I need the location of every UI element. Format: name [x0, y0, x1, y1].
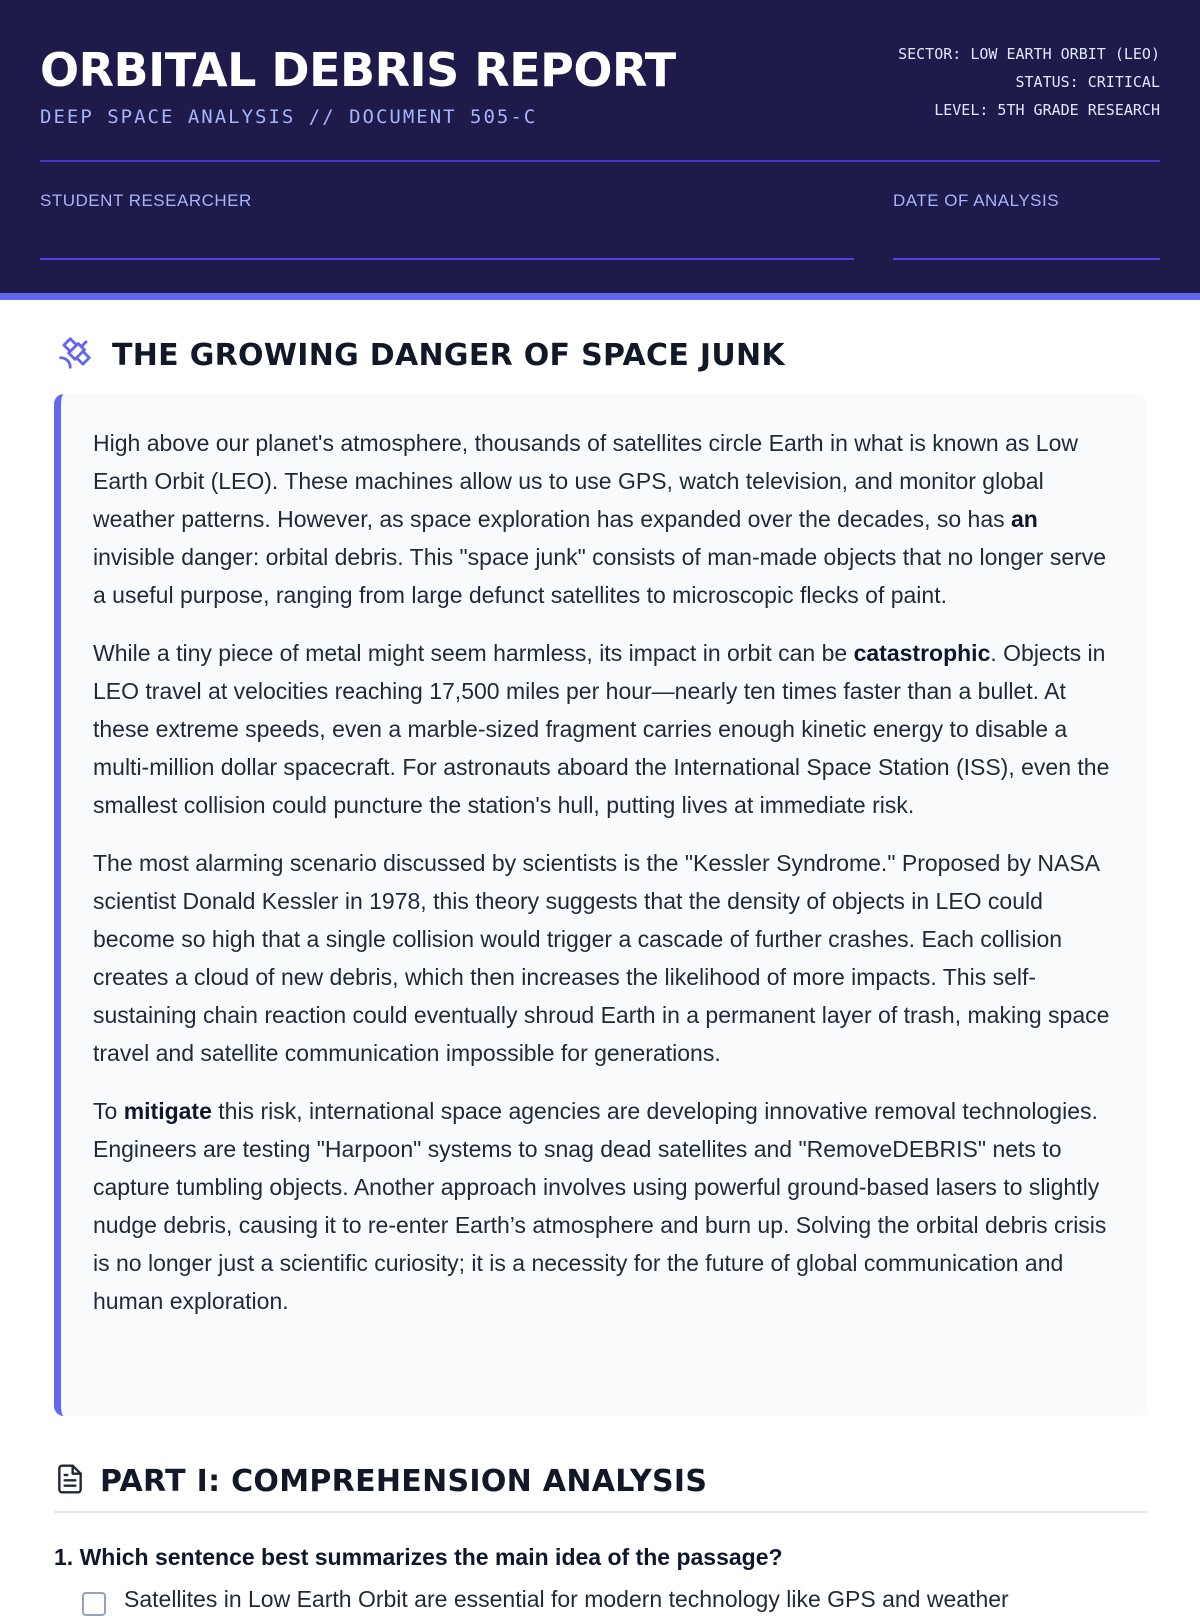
question-1-option-a[interactable] [82, 1586, 1009, 1616]
part1-divider [54, 1511, 1147, 1513]
student-researcher-field[interactable] [40, 258, 854, 260]
report-title: ORBITAL DEBRIS REPORT [40, 43, 676, 97]
student-researcher-label: STUDENT RESEARCHER [40, 191, 252, 210]
satellite-icon [56, 334, 94, 377]
report-header [0, 0, 1200, 300]
meta-status: STATUS: CRITICAL [1015, 73, 1160, 91]
option-checkbox[interactable] [82, 1592, 106, 1616]
passage-heading [56, 334, 785, 377]
report-subtitle: DEEP SPACE ANALYSIS // DOCUMENT 505-C [40, 106, 538, 128]
question-1: 1. Which sentence best summarizes the main idea of the passage? [54, 1544, 783, 1570]
date-of-analysis-field[interactable] [893, 258, 1160, 260]
header-divider [40, 160, 1160, 162]
passage-title: THE GROWING DANGER OF SPACE JUNK [112, 338, 785, 373]
document-icon [54, 1462, 86, 1501]
meta-level: LEVEL: 5TH GRADE RESEARCH [934, 101, 1160, 119]
date-of-analysis-label: DATE OF ANALYSIS [893, 191, 1060, 210]
meta-sector: SECTOR: LOW EARTH ORBIT (LEO) [898, 45, 1160, 63]
option-label: Satellites in Low Earth Orbit are essential for modern technology like GPS and weather [124, 1586, 1009, 1612]
passage-paragraph-4: To mitigate this risk, international space agencies are developing innovative removal technologies. Engineers are testing "Harpoon" systems to snag dead satellites and "RemoveDEBRIS" nets to capture tumbling objects. Another approach involves using powerful ground-based lasers to slightly nudge debris, causing it to re-enter Earth’s atmosphere and burn up. Solving the orbital debris crisis is no longer just a scientific curiosity; it is a necessity for the future of global communication and human exploration. [93, 1098, 1107, 1314]
part1-heading [54, 1462, 707, 1501]
reading-passage [54, 394, 1147, 1416]
passage-paragraph-2: While a tiny piece of metal might seem harmless, its impact in orbit can be catastrophic. Objects in LEO travel at velocities reaching 17,500 miles per hour—nearly ten times faster than a bullet. At these extreme speeds, even a marble-sized fragment carries enough kinetic energy to disable a multi-million dollar spacecraft. For astronauts aboard the International Space Station (ISS), even the smallest collision could puncture the station's hull, putting lives at immediate risk. [93, 640, 1110, 818]
passage-paragraph-1: High above our planet's atmosphere, thousands of satellites circle Earth in what is known as Low Earth Orbit (LEO). These machines allow us to use GPS, watch television, and monitor global weather patterns. However, as space exploration has expanded over the decades, so has an invisible danger: orbital debris. This "space junk" consists of man-made objects that no longer serve a useful purpose, ranging from large defunct satellites to microscopic flecks of paint. [93, 430, 1107, 608]
passage-paragraph-3: The most alarming scenario discussed by scientists is the "Kessler Syndrome." Proposed by NASA scientist Donald Kessler in 1978, this theory suggests that the density of objects in LEO could become so high that a single collision would trigger a cascade of further crashes. Each collision creates a cloud of new debris, which then increases the likelihood of more impacts. This self-sustaining chain reaction could eventually shroud Earth in a permanent layer of trash, making space travel and satellite communication impossible for generations. [93, 850, 1110, 1066]
report-meta [898, 40, 1160, 124]
part1-title: PART I: COMPREHENSION ANALYSIS [100, 1464, 708, 1499]
